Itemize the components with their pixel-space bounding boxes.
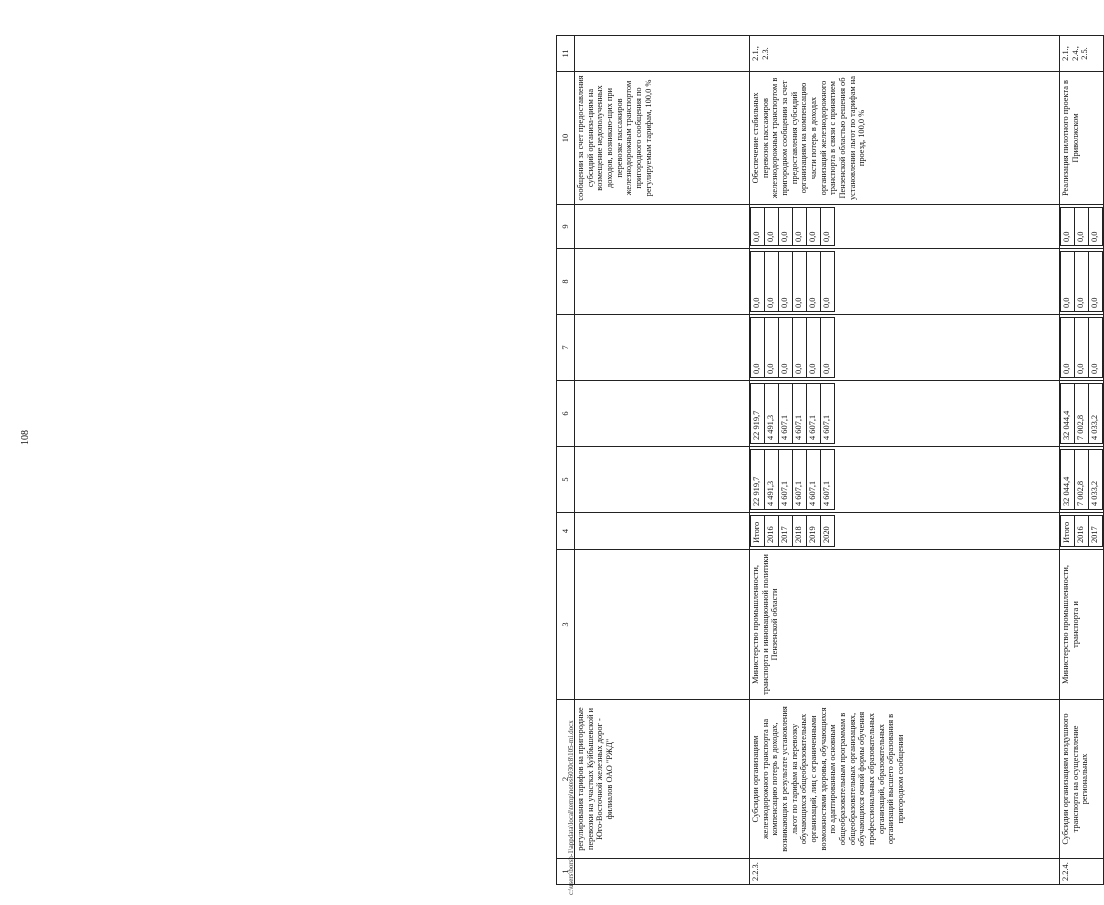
- amount-value: 0,0: [751, 208, 765, 246]
- amount-value: 4 607,1: [821, 384, 835, 444]
- amount-value: 0,0: [1089, 208, 1103, 246]
- header-row: [557, 36, 575, 885]
- amount-value: 0,0: [1075, 208, 1089, 246]
- amount-value: 0,0: [751, 318, 765, 378]
- local-budget-cell: [1060, 249, 1104, 315]
- amount-value: 0,0: [793, 318, 807, 378]
- header-cell: 10: [557, 72, 575, 205]
- header-cell: 11: [557, 36, 575, 72]
- row-number: 2.2.4.: [1060, 859, 1104, 885]
- other-sources-cell: [1060, 205, 1104, 249]
- header-cell: 2: [557, 700, 575, 859]
- period-cell: [750, 513, 1060, 550]
- total-funds-cell: [575, 447, 750, 513]
- amount-value: 4 607,1: [793, 384, 807, 444]
- amount-value: 0,0: [1061, 318, 1075, 378]
- table-row: [1060, 36, 1104, 885]
- amount-value: 4 033,2: [1089, 450, 1103, 510]
- header-cell: 8: [557, 249, 575, 315]
- other-sources-cell: [750, 205, 1060, 249]
- indicator-link: 2.1., 2.3.: [750, 36, 1060, 72]
- federal-budget-cell: [1060, 315, 1104, 381]
- table-row: [750, 36, 1060, 885]
- amount-value: 0,0: [1089, 252, 1103, 312]
- indicator-text: Реализация пилотного проекта в Приволжском: [1060, 72, 1104, 205]
- period-value: Итого: [751, 516, 765, 547]
- amount-value: 0,0: [779, 318, 793, 378]
- measure-name: Субсидии организациям воздушного транспорта на осуществление региональных: [1060, 700, 1104, 859]
- table-row: [575, 36, 750, 885]
- amount-value: 0,0: [1075, 318, 1089, 378]
- other-sources-cell: [575, 205, 750, 249]
- page-number: 108: [20, 430, 31, 445]
- footer-file-path: c:\users\borsh-1\appdata\local\temp\notes6030c8\105-mi.docx: [567, 720, 575, 895]
- amount-value: 0,0: [765, 318, 779, 378]
- period-cell: [1060, 513, 1104, 550]
- header-cell: 9: [557, 205, 575, 249]
- amount-value: 0,0: [807, 208, 821, 246]
- amount-value: 32 044,4: [1061, 450, 1075, 510]
- row-number: [575, 859, 750, 885]
- total-funds-cell: [1060, 447, 1104, 513]
- amount-value: 0,0: [751, 252, 765, 312]
- amount-value: 0,0: [807, 318, 821, 378]
- period-value: 2020: [821, 516, 835, 547]
- indicator-text: сообщении за счет предоставления субсидий организа-циям на возмещение недополученных доходов, возникаю-щих при перевозке пассажиров железнодорожным транспортом пригородного сообщения по регулируемым тарифам, 100,0 %: [575, 72, 750, 205]
- amount-value: 0,0: [821, 208, 835, 246]
- amount-value: 4 491,3: [765, 384, 779, 444]
- header-cell: 6: [557, 381, 575, 447]
- amount-value: 22 919,7: [751, 450, 765, 510]
- header-cell: 7: [557, 315, 575, 381]
- local-budget-cell: [750, 249, 1060, 315]
- period-value: Итого: [1061, 516, 1075, 547]
- amount-value: 4 033,2: [1089, 384, 1103, 444]
- total-funds-cell: [750, 447, 1060, 513]
- amount-value: 0,0: [765, 252, 779, 312]
- amount-value: 7 002,8: [1075, 450, 1089, 510]
- amount-value: 0,0: [765, 208, 779, 246]
- header-cell: 4: [557, 513, 575, 550]
- amount-value: 4 607,1: [807, 384, 821, 444]
- amount-value: 0,0: [793, 208, 807, 246]
- amount-value: 0,0: [779, 252, 793, 312]
- header-cell: 3: [557, 550, 575, 700]
- amount-value: 4 607,1: [807, 450, 821, 510]
- amount-value: 0,0: [807, 252, 821, 312]
- amount-value: 4 491,3: [765, 450, 779, 510]
- period-value: 2018: [793, 516, 807, 547]
- period-value: 2017: [779, 516, 793, 547]
- amount-value: 0,0: [1075, 252, 1089, 312]
- amount-value: 0,0: [1061, 252, 1075, 312]
- indicator-text: Обеспечение стабильных перевозок пассажиров железнодорожным транспортом в пригородном сообщении за счет предоставления субсидий организациям на компенсацию части потерь в доходах организаций железнодорожного транспорта в связи с принятием Пензенской областью решения об установлении льгот по тарифам на проезд, 100,0 %: [750, 72, 1060, 205]
- header-cell: 5: [557, 447, 575, 513]
- amount-value: 32 044,4: [1061, 384, 1075, 444]
- program-measures-table: [556, 35, 1104, 885]
- period-value: 2017: [1089, 516, 1103, 547]
- executor: [575, 550, 750, 700]
- amount-value: 4 607,1: [821, 450, 835, 510]
- regional-budget-cell: [575, 381, 750, 447]
- amount-value: 0,0: [1061, 208, 1075, 246]
- regional-budget-cell: [1060, 381, 1104, 447]
- regional-budget-cell: [750, 381, 1060, 447]
- local-budget-cell: [575, 249, 750, 315]
- amount-value: 0,0: [1089, 318, 1103, 378]
- indicator-link: [575, 36, 750, 72]
- row-number: 2.2.3.: [750, 859, 1060, 885]
- amount-value: 22 919,7: [751, 384, 765, 444]
- period-value: 2016: [1075, 516, 1089, 547]
- federal-budget-cell: [750, 315, 1060, 381]
- amount-value: 0,0: [779, 208, 793, 246]
- amount-value: 4 607,1: [779, 384, 793, 444]
- amount-value: 4 607,1: [793, 450, 807, 510]
- federal-budget-cell: [575, 315, 750, 381]
- amount-value: 0,0: [793, 252, 807, 312]
- period-cell: [575, 513, 750, 550]
- measure-name: Субсидии организациям железнодорожного транспорта на компенсацию потерь в доходах, возникающих в результате установления льгот по тарифам на перевозку обучающихся общеобразовательных организаций, лиц с ограниченными возможностями здоровья, обучающихся по адаптированным основным общеобразовательным программам в общеобразовательных организациях, обучающихся очной формы обучения профессиональных образовательных организаций, образовательных организаций высшего образования в пригородном сообщении: [750, 700, 1060, 859]
- amount-value: 0,0: [821, 252, 835, 312]
- period-value: 2016: [765, 516, 779, 547]
- executor: Министерство промышленности, транспорта и инновационной политики Пензенской области: [750, 550, 1060, 700]
- amount-value: 0,0: [821, 318, 835, 378]
- indicator-link: 2.1., 2.4., 2.5.: [1060, 36, 1104, 72]
- amount-value: 7 002,8: [1075, 384, 1089, 444]
- amount-value: 4 607,1: [779, 450, 793, 510]
- period-value: 2019: [807, 516, 821, 547]
- measure-name: регулирования тарифов на пригородные перевозки на участках Куйбышевской и Юго-Восточной железных дорог - филиалов ОАО "РЖД": [575, 700, 750, 859]
- header-cell: 1: [557, 859, 575, 885]
- executor: Министерство промышленности, транспорта и: [1060, 550, 1104, 700]
